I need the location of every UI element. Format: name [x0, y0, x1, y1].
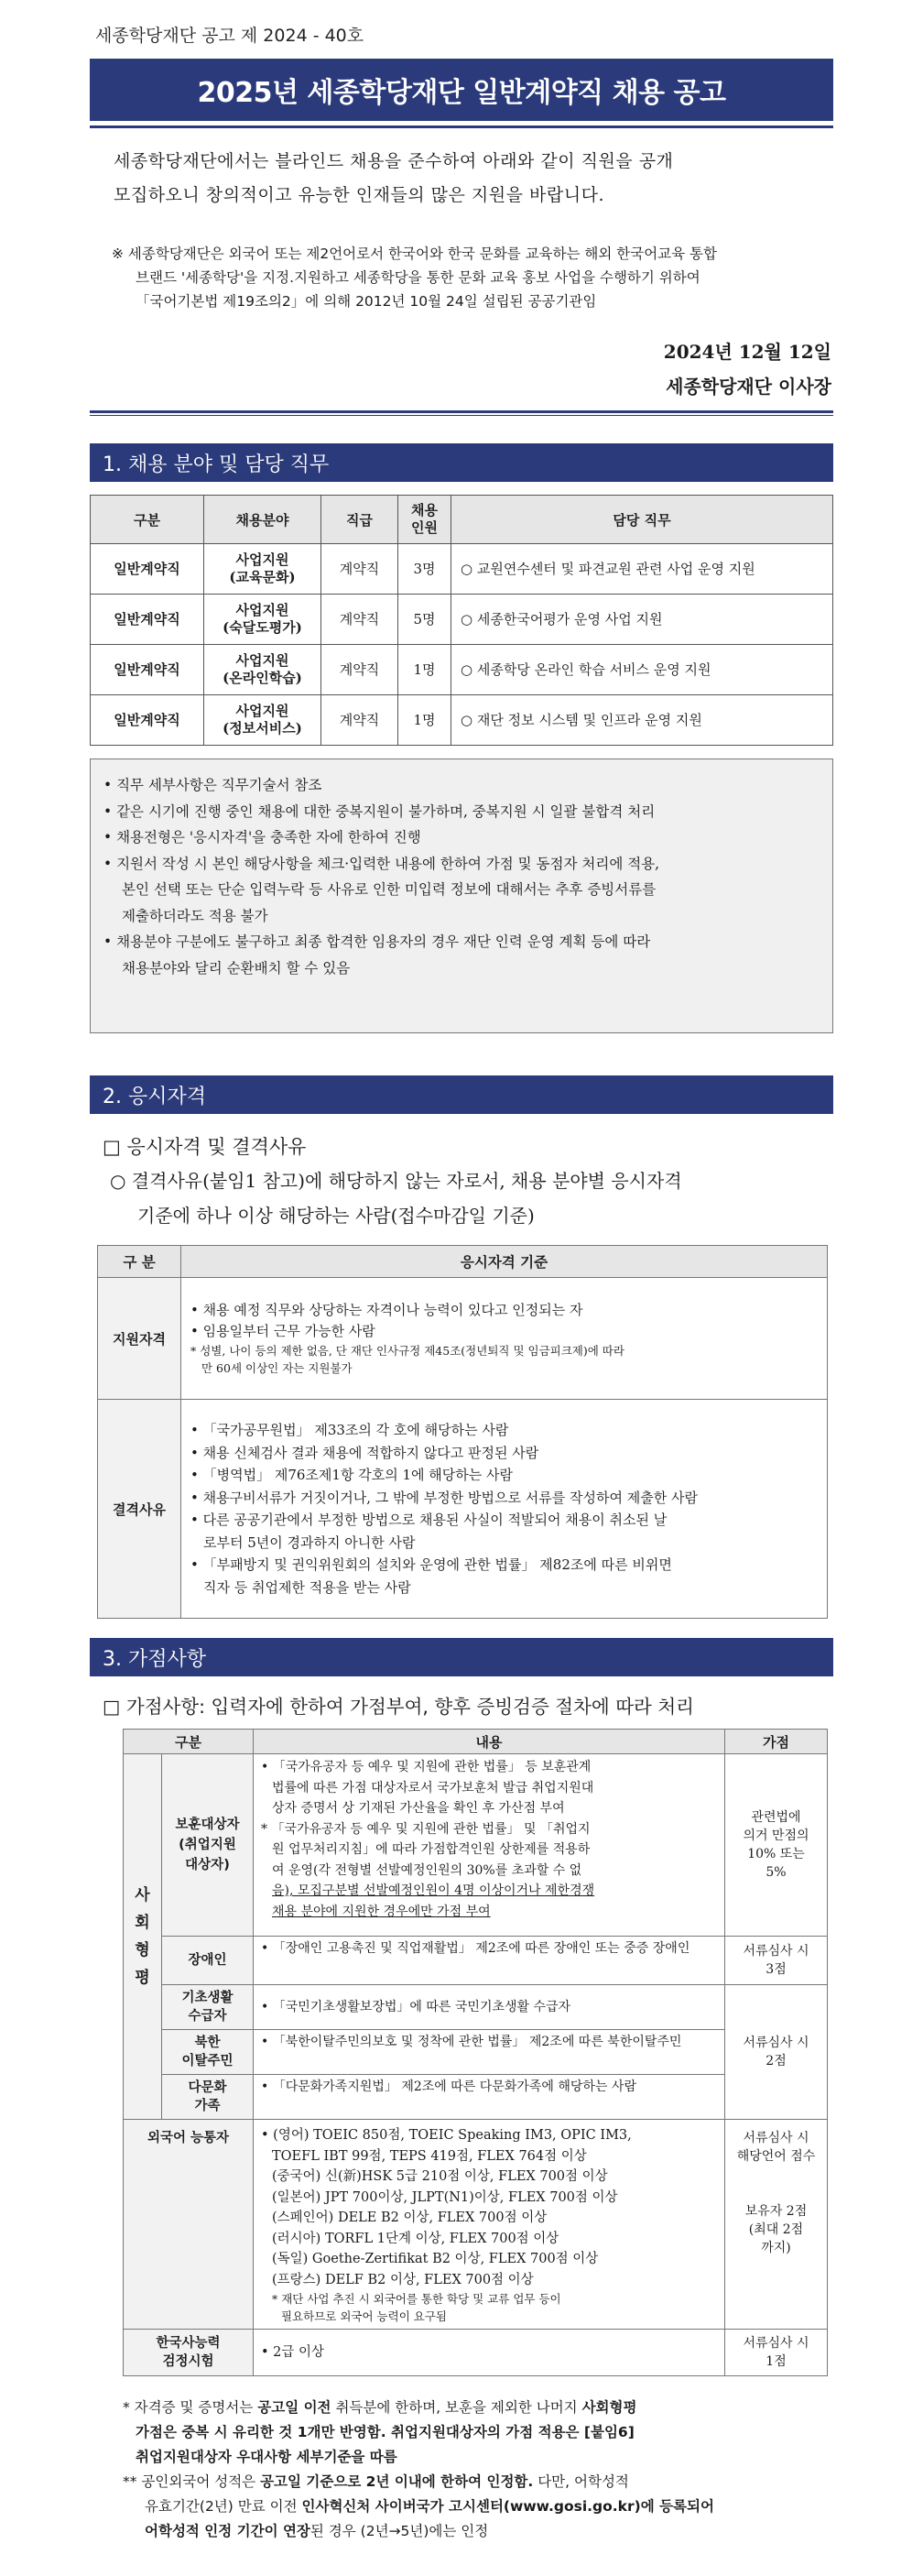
korean-history-content: • 2급 이상: [254, 2330, 725, 2376]
row-category: 일반계약직: [91, 645, 204, 695]
qualification-item: • 임용일부터 근무 가능한 사람: [190, 1323, 375, 1339]
header-division: 구분: [124, 1730, 254, 1754]
table-row: [91, 695, 833, 746]
job-notes-box: [90, 759, 833, 1033]
veteran-item: 원 업무처리지침」에 따라 가점합격인원 상한제를 적용하: [272, 1842, 591, 1857]
header-criteria: 응시자격 기준: [181, 1246, 828, 1278]
header-count: 채용 인원: [398, 496, 451, 544]
disqualification-item: • 채용 신체검사 결과 채용에 적합하지 않다고 판정된 사람: [190, 1444, 539, 1461]
veteran-label: 보훈대상자 (취업지원 대상자): [162, 1754, 254, 1937]
row-grade: 계약직: [321, 544, 398, 595]
page-title: 2025년 세종학당재단 일반계약직 채용 공고: [90, 59, 833, 121]
disqualification-item: • 「국가공무원법」 제33조의 각 호에 해당하는 사람: [190, 1422, 509, 1438]
header-field: 채용분야: [204, 496, 321, 544]
job-note: 채용분야와 달리 순환배치 할 수 있음: [122, 959, 351, 977]
language-item: (스페인어) DELE B2 이상, FLEX 700점 이상: [272, 2210, 548, 2225]
institution-note: [112, 242, 835, 313]
job-note: • 지원서 작성 시 본인 해당사항을 체크·입력한 내용에 한하여 가점 및 동점자 처리에 적용,: [103, 855, 660, 872]
language-item: (일본어) JPT 700이상, JLPT(N1)이상, FLEX 700점 이상: [272, 2189, 618, 2205]
veteran-item: 법률에 따른 가점 대상자로서 국가보훈처 발급 취업지원대: [272, 1780, 594, 1796]
veteran-points: 관련법에 의거 만점의 10% 또는 5%: [725, 1754, 828, 1937]
qualification-subhead: □ 응시자격 및 결격사유: [103, 1136, 307, 1158]
row-category: 일반계약직: [91, 595, 204, 645]
row-grade: 계약직: [321, 695, 398, 746]
bonus-footnotes: [123, 2396, 837, 2544]
language-item: (독일) Goethe-Zertifikat B2 이상, FLEX 700점 이상: [272, 2252, 599, 2266]
row-duty: ○ 재단 정보 시스템 및 인프라 운영 지원: [451, 695, 833, 746]
disabled-label: 장애인: [162, 1937, 254, 1985]
row-count: 3명: [398, 544, 451, 595]
disqualification-item: 직자 등 취업제한 적용을 받는 사람: [203, 1578, 411, 1596]
job-table-header: [91, 496, 833, 544]
section-1-title: 1. 채용 분야 및 담당 직무: [90, 443, 833, 482]
disqualification-item: • 「병역법」 제76조제1항 각호의 1에 해당하는 사람: [190, 1467, 513, 1483]
language-points: [725, 2120, 828, 2330]
veteran-item: 여 운영(각 전형별 선발예정인원의 30%를 초과할 수 없: [272, 1862, 582, 1878]
job-note: • 직무 세부사항은 직무기술서 참조: [103, 777, 322, 793]
header-content: 내용: [254, 1730, 725, 1754]
disqualification-item: • 채용구비서류가 거짓이거나, 그 밖에 부정한 방법으로 서류를 작성하여 제출한 사람: [190, 1489, 698, 1506]
footnote-line-1: * 자격증 및 증명서는 공고일 이전 취득분에 한하며, 보훈을 제외한 나머지 사회형평: [123, 2399, 637, 2416]
qualification-footnote: 만 60세 이상인 자는 지원불가: [201, 1361, 353, 1375]
disabled-points: 서류심사 시 3점: [725, 1937, 828, 1985]
qualification-line-2: 기준에 하나 이상 해당하는 사람(접수마감일 기준): [137, 1205, 535, 1227]
language-item: TOEFL IBT 99점, TEPS 419점, FLEX 764점 이상: [272, 2148, 587, 2164]
disqualification-content: [181, 1400, 828, 1619]
language-content: [254, 2120, 725, 2330]
row-field: 사업지원 (숙달도평가): [204, 595, 321, 645]
table-row: [91, 544, 833, 595]
veteran-item: 상자 증명서 상 기재된 가산율을 확인 후 가산점 부여: [272, 1801, 565, 1816]
institution-note-line-1: ※ 세종학당재단은 외국어 또는 제2언어로서 한국어와 한국 문화를 교육하는 해외 한국어교육 통합: [112, 246, 717, 262]
language-item: (중국어) 신(新)HSK 5급 210점 이상, FLEX 700점 이상: [272, 2169, 608, 2184]
veteran-content: [254, 1754, 725, 1937]
job-note: • 같은 시기에 진행 중인 채용에 대한 중복지원이 불가하며, 중복지원 시 일괄 불합격 처리: [103, 802, 656, 820]
row-count: 1명: [398, 645, 451, 695]
language-item: (러시아) TORFL 1단계 이상, FLEX 700점 이상: [272, 2231, 559, 2246]
qualification-label: 지원자격: [98, 1278, 181, 1400]
row-grade: 계약직: [321, 595, 398, 645]
institution-note-line-3: 「국어기본법 제19조의2」에 의해 2012년 10월 24일 설립된 공공기관임: [136, 293, 597, 310]
welfare-content: • 「국민기초생활보장법」에 따른 국민기초생활 수급자: [254, 1985, 725, 2030]
intro-line-2: 모집하오니 창의적이고 유능한 인재들의 많은 지원을 바랍니다.: [114, 185, 604, 205]
job-note: • 채용분야 구분에도 불구하고 최종 합격한 임용자의 경우 재단 인력 운영 계획 등에 따라: [103, 933, 651, 950]
bonus-table: [123, 1729, 828, 2376]
language-item: • (영어) TOEIC 850점, TOEIC Speaking IM3, OPIC IM3,: [261, 2128, 632, 2143]
issuer: 세종학당재단 이사장: [666, 376, 831, 398]
intro-line-1: 세종학당재단에서는 블라인드 채용을 준수하여 아래와 같이 직원을 공개: [114, 151, 674, 171]
disqualification-item: • 다른 공공기관에서 부정한 방법으로 채용된 사실이 적발되어 채용이 취소된 날: [190, 1512, 668, 1528]
qualification-line-1: ○ 결격사유(붙임1 참고)에 해당하지 않는 자로서, 채용 분야별 응시자격: [110, 1170, 682, 1192]
row-duty: ○ 세종학당 온라인 학습 서비스 운영 지원: [451, 645, 833, 695]
footnote-line-2: 가점은 중복 시 유리한 것 1개만 반영함. 취업지원대상자의 가점 적용은 [붙임6]: [136, 2424, 635, 2440]
title-underline: [90, 126, 833, 128]
language-points-line-2: 보유자 2점 (최대 2점 까지): [744, 2204, 808, 2255]
header-points: 가점: [725, 1730, 828, 1754]
table-row: [91, 645, 833, 695]
job-table: [90, 495, 833, 746]
notice-date: 2024년 12월 12일: [663, 341, 831, 363]
welfare-label: 기초생활 수급자: [162, 1985, 254, 2030]
footnote-line-3: 취업지원대상자 우대사항 세부기준을 따름: [136, 2449, 397, 2465]
row-category: 일반계약직: [91, 544, 204, 595]
veteran-item: 채용 분야에 지원한 경우에만 가점 부여: [272, 1904, 491, 1919]
row-count: 1명: [398, 695, 451, 746]
korean-history-label: 한국사능력 검정시험: [124, 2330, 254, 2376]
language-footnote: 필요하므로 외국어 능력이 요구됨: [281, 2309, 447, 2323]
disabled-content: • 「장애인 고용촉진 및 직업재활법」 제2조에 따른 장애인 또는 중증 장애인: [254, 1937, 725, 1985]
row-field: 사업지원 (교육문화): [204, 544, 321, 595]
footnote-line-4: ** 공인외국어 성적은 공고일 기준으로 2년 이내에 한하여 인정함. 다만, 어학성적: [123, 2473, 629, 2490]
veteran-item: 음), 모집구분별 선발예정인원이 4명 이상이거나 제한경쟁: [272, 1883, 595, 1898]
language-item: (프랑스) DELF B2 이상, FLEX 700점 이상: [272, 2272, 534, 2287]
job-note: • 채용전형은 '응시자격'을 충족한 자에 한하여 진행: [103, 829, 421, 846]
qualification-table: [97, 1245, 828, 1619]
language-points-line-1: 서류심사 시 해당언어 점수: [736, 2131, 816, 2164]
header-duty: 담당 직무: [451, 496, 833, 544]
korean-history-points: 서류심사 시 1점: [725, 2330, 828, 2376]
qualification-content: [181, 1278, 828, 1400]
language-label: 외국어 능통자: [124, 2120, 254, 2330]
row-grade: 계약직: [321, 645, 398, 695]
header-category: 구분: [91, 496, 204, 544]
institution-note-line-2: 브랜드 '세종학당'을 지정.지원하고 세종학당을 통한 문화 교육 홍보 사업을 수행하기 위하여: [136, 269, 700, 286]
row-duty: ○ 교원연수센터 및 파견교원 관련 사업 운영 지원: [451, 544, 833, 595]
defector-content: • 「북한이탈주민의보호 및 정착에 관한 법률」 제2조에 따른 북한이탈주민: [254, 2030, 725, 2075]
disqualification-label: 결격사유: [98, 1400, 181, 1619]
defector-label: 북한 이탈주민: [162, 2030, 254, 2075]
disqualification-item: 로부터 5년이 경과하지 아니한 사람: [203, 1534, 416, 1551]
footnote-line-5: 유효기간(2년) 만료 이전 인사혁신처 사이버국가 고시센터(www.gosi.go.kr)에 등록되어: [145, 2498, 714, 2515]
veteran-item: • 「국가유공자 등 예우 및 지원에 관한 법률」 등 보훈관계: [261, 1760, 592, 1774]
qualification-item: • 채용 예정 직무와 상당하는 자격이나 능력이 있다고 인정되는 자: [190, 1302, 583, 1318]
footnote-line-6: 어학성적 인정 기간이 연장된 경우 (2년→5년)에는 인정: [145, 2523, 489, 2539]
row-count: 5명: [398, 595, 451, 645]
job-note: 제출하더라도 적용 불가: [122, 907, 268, 924]
intro-text: [114, 145, 809, 213]
divider: [90, 410, 833, 416]
notice-number: 세종학당재단 공고 제 2024 - 40호: [95, 26, 364, 46]
qualification-footnote: * 성별, 나이 등의 제한 없음, 단 재단 인사규정 제45조(정년퇴직 및 임금피크제)에 따라: [190, 1344, 624, 1358]
job-note: 본인 선택 또는 단순 입력누락 등 사유로 인한 미입력 정보에 대해서는 추후 증빙서류를: [122, 881, 657, 898]
language-footnote: * 재단 사업 추진 시 외국어를 통한 학당 및 교류 업무 등이: [272, 2292, 561, 2306]
multicultural-content: • 「다문화가족지원법」 제2조에 따른 다문화가족에 해당하는 사람: [254, 2075, 725, 2120]
disqualification-item: • 「부패방지 및 권익위원회의 설치와 운영에 관한 법률」 제82조에 따른 비위면: [190, 1556, 672, 1573]
bonus-subhead: □ 가점사항: 입력자에 한하여 가점부여, 향후 증빙검증 절차에 따라 처리: [103, 1696, 694, 1718]
section-2-title: 2. 응시자격: [90, 1075, 833, 1114]
row-duty: ○ 세종한국어평가 운영 사업 지원: [451, 595, 833, 645]
row-field: 사업지원 (정보서비스): [204, 695, 321, 746]
multicultural-label: 다문화 가족: [162, 2075, 254, 2120]
table-row: [91, 595, 833, 645]
header-grade: 직급: [321, 496, 398, 544]
row-category: 일반계약직: [91, 695, 204, 746]
header-division: 구 분: [98, 1246, 181, 1278]
group-points: 서류심사 시 2점: [725, 1985, 828, 2120]
row-field: 사업지원 (온라인학습): [204, 645, 321, 695]
veteran-item: * 「국가유공자 등 예우 및 지원에 관한 법률」 및 「취업지: [261, 1821, 591, 1837]
section-3-title: 3. 가점사항: [90, 1638, 833, 1676]
social-equity-label: 사 회 형 평: [124, 1754, 162, 2120]
